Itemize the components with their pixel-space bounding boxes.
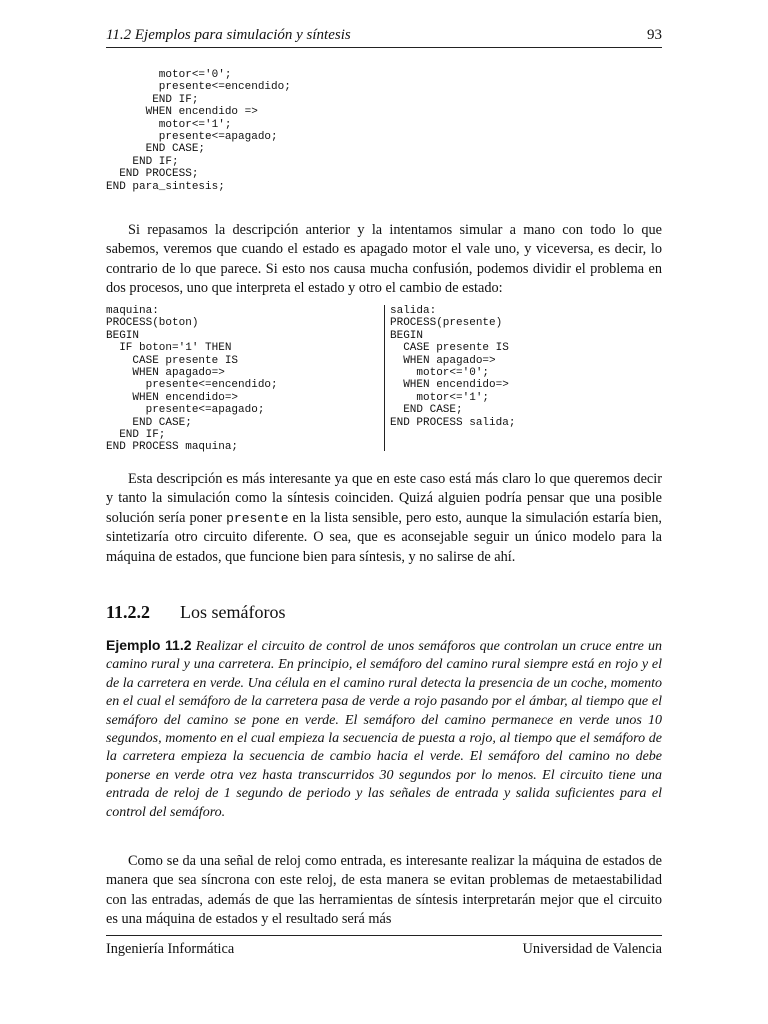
paragraph-clock-text: Como se da una señal de reloj como entrada, es interesante realizar la máquina de estados de manera que sea síncrona con este reloj, de esta manera se evitan problemas de metaestabilidad con las entradas, además de que las herramientas de síntesis interpretarán mejor que el circuito es una máquina de estados y el resultado será más (106, 853, 662, 928)
section-number: 11.2.2 (106, 602, 151, 622)
column-divider (384, 305, 385, 451)
paragraph-analysis-text: Si repasamos la descripción anterior y la intentamos simular a mano con todo lo que sabemos, veremos que cuando el estado es apagado motor el vale uno, y viceversa, es decir, lo contrario de lo que parece. Si esto nos causa mucha confusión, podemos dividir el problema en dos procesos, uno que interpreta el estado y otro el cambio de estado: (106, 222, 662, 297)
code-process-maquina: maquina: PROCESS(boton) BEGIN IF boton='1' THEN CASE presente IS WHEN apagado=> presente<=encendido; WHEN encendido=> presente<=apagado; END CASE; END IF; END PROCESS maquina; (106, 305, 278, 454)
code-process-salida: salida: PROCESS(presente) BEGIN CASE presente IS WHEN apagado=> motor<='0'; WHEN encendido=> motor<='1'; END CASE; END PROCESS salida; (390, 305, 516, 429)
two-process-code (106, 305, 662, 455)
paragraph-discussion-text-before: Esta descripción es más interesante ya que en este caso está más claro lo que queremos decir y tanto la simulación como la síntesis coinciden. Quizá alguien podría pensar que una posible solución sería poner (106, 471, 662, 526)
code-block-para-sintesis-end: motor<='0'; presente<=encendido; END IF; WHEN encendido => motor<='1'; presente<=apagado; END CASE; END IF; END PROCESS; END para_sintesis; (106, 69, 291, 193)
paragraph-discussion (106, 470, 662, 567)
running-header (106, 27, 662, 47)
example-text: Realizar el circuito de control de unos semáforos que controlan un cruce entre un camino rural y una carretera. En principio, el semáforo del camino rural siempre está en rojo y el de la carretera en verde. Una célula en el camino rural detecta la presencia de un coche, momento en el cual el semáforo de la carretera pasa de verde a rojo pasando por el ámbar, al tiempo que el semáforo del camino se pone en verde. El semáforo del camino permanece en verde unos 10 segundos, momento en el cual empieza la secuencia de puesta a rojo, al tiempo que el semáforo de la carretera empieza la secuencia de cambio hacia el verde. El semáforo del camino no debe ponerse en verde otra vez hasta transcurridos 30 segundos por lo menos. El circuito tiene una entrada de reloj de 1 segundo de periodo y las señales de entrada y salida suficientes para el control del semáforo. (106, 639, 662, 820)
example-statement (106, 636, 662, 822)
section-title: Los semáforos (180, 602, 286, 622)
paragraph-discussion-text-after: en la lista sensible, pero esto, aunque la simulación estaría bien, sintetizaría otro circuito diferente. O sea, que es aconsejable seguir un único modelo para la máquina de estados, que funcione bien para síntesis, y no salirse de ahí. (106, 509, 662, 565)
footer-rule (106, 935, 662, 936)
header-rule (106, 47, 662, 48)
example-label: Ejemplo 11.2 (106, 637, 192, 653)
section-heading (106, 602, 285, 623)
paragraph-analysis (106, 221, 662, 299)
header-section-title: 11.2 Ejemplos para simulación y síntesis (106, 27, 351, 43)
book-page (106, 0, 662, 1024)
inline-code-presente: presente (226, 510, 289, 526)
header-page-number: 93 (647, 27, 662, 43)
paragraph-clock (106, 852, 662, 930)
footer-left: Ingeniería Informática (106, 941, 235, 957)
footer-right: Universidad de Valencia (522, 941, 662, 957)
